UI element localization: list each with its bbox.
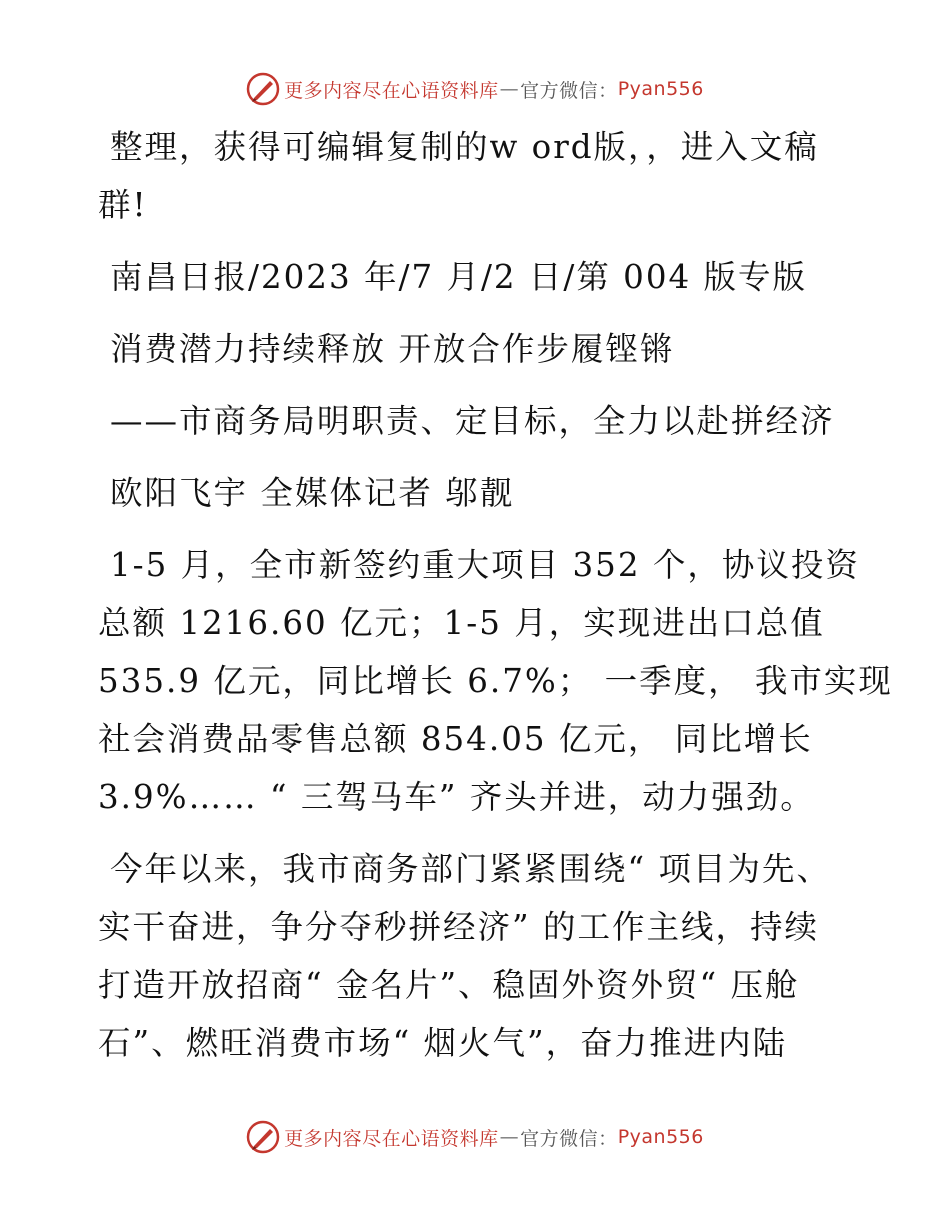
intro-line-1: 整理，获得可编辑复制的w ord版，，进入文稿 xyxy=(110,128,819,166)
pen-nib-logo-icon xyxy=(246,72,280,106)
intro-line-2: 群! xyxy=(98,186,148,224)
paragraph-1-line-4: 社会消费品零售总额 854.05 亿元， 同比增长 xyxy=(98,720,813,758)
paragraph-2-line-4: 石”、燃旺消费市场“ 烟火气”，奋力推进内陆 xyxy=(98,1024,788,1062)
document-body xyxy=(98,118,893,1072)
watermark-wechat-id: Pyan556 xyxy=(617,1126,704,1148)
paragraph-2-line-2: 实干奋进，争分夺秒拼经济” 的工作主线，持续 xyxy=(98,908,819,946)
paragraph-1-line-5: 3.9%…… “ 三驾马车” 齐头并进，动力强劲。 xyxy=(98,778,815,816)
footer-watermark xyxy=(0,1120,950,1154)
paragraph-1-line-2: 总额 1216.60 亿元；1-5 月，实现进出口总值 xyxy=(98,604,825,642)
paragraph-1-line-1: 1-5 月，全市新签约重大项目 352 个，协议投资 xyxy=(110,546,860,584)
paragraph-2-line-3: 打造开放招商“ 金名片”、稳固外资外贸“ 压舱 xyxy=(98,966,800,1004)
pen-nib-logo-icon xyxy=(246,1120,280,1154)
paragraph-1-line-3: 535.9 亿元，同比增长 6.7%； 一季度， 我市实现 xyxy=(98,662,893,700)
source-line: 南昌日报/2023 年/7 月/2 日/第 004 版专版 xyxy=(110,258,808,296)
watermark-separator: — xyxy=(499,78,520,100)
article-subtitle: ——市商务局明职责、定目标，全力以赴拼经济 xyxy=(110,402,835,440)
paragraph-2-line-1: 今年以来，我市商务部门紧紧围绕“ 项目为先、 xyxy=(110,850,831,888)
article-title: 消费潜力持续释放 开放合作步履铿锵 xyxy=(110,330,675,368)
watermark-text: 更多内容尽在心语资料库 xyxy=(284,1127,499,1150)
watermark-separator: — xyxy=(499,1126,520,1148)
watermark-wechat-id: Pyan556 xyxy=(617,78,704,100)
article-byline: 欧阳飞宇 全媒体记者 邬靓 xyxy=(110,474,515,512)
watermark-text: 更多内容尽在心语资料库 xyxy=(284,79,499,102)
watermark-contact-label: 官方微信： xyxy=(520,79,618,102)
watermark-contact-label: 官方微信： xyxy=(520,1127,618,1150)
header-watermark xyxy=(0,72,950,106)
